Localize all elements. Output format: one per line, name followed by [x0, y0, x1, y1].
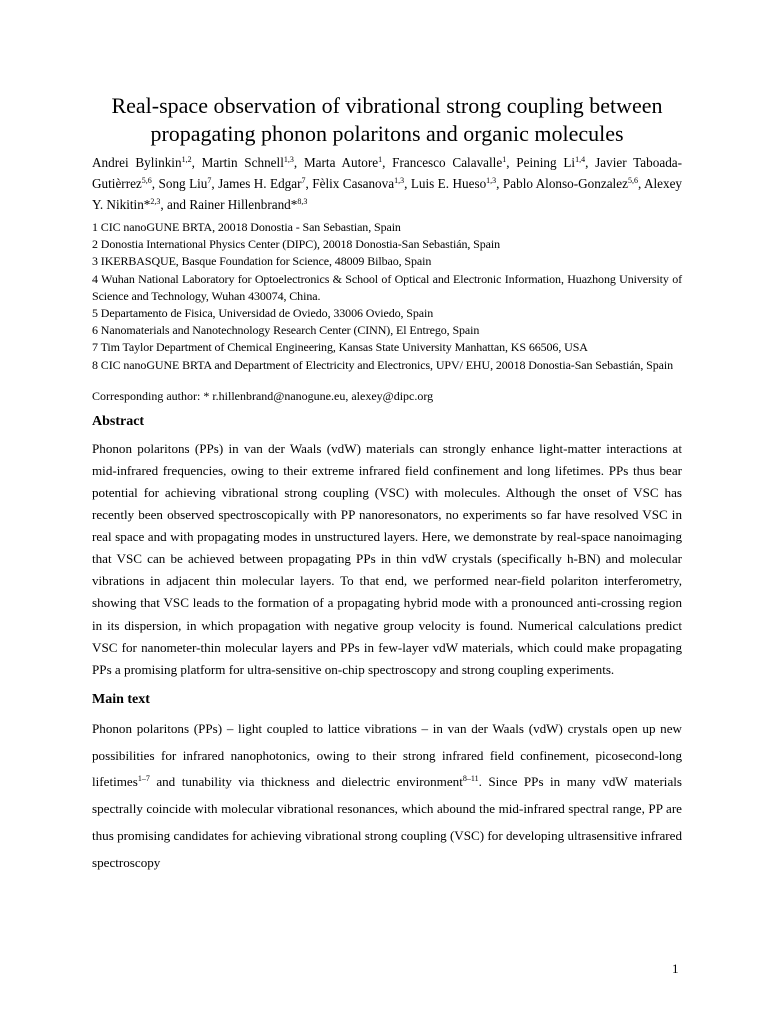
affiliation-item: 4 Wuhan National Laboratory for Optoelectronics & School of Optical and Electronic Information, Huazhong University of Science and Technology, Wuhan 430074, China.: [92, 271, 682, 303]
author-affiliation-marker: 1,3: [283, 155, 294, 164]
affiliation-item: 5 Departamento de Fisica, Universidad de Oviedo, 33006 Oviedo, Spain: [92, 306, 434, 321]
author-affiliation-marker: 1,2: [181, 155, 192, 164]
main-text-heading: Main text: [92, 691, 150, 707]
author-name: Luis E. Hueso: [410, 176, 487, 191]
page-number: 1: [672, 961, 679, 976]
paper-page: [92, 92, 682, 877]
author-name: James H. Edgar: [218, 176, 302, 191]
affiliation-list: [92, 219, 682, 374]
author-affiliation-marker: 7: [301, 176, 306, 185]
author-name: Peining Li: [516, 155, 576, 170]
affiliation-item: 1 CIC nanoGUNE BRTA, 20018 Donostia - San Sebastian, Spain: [92, 220, 401, 234]
author-name: Andrei Bylinkin: [92, 155, 182, 170]
main-text-part: . Since PPs in many vdW materials spectrally coincide with molecular vibrational resonances, which abound the mid-infrared spectral range, PP are thus promising candidates for achieving vibrational strong coupling (VSC) for developing ultrasensitive infrared spectroscopy: [92, 774, 682, 870]
abstract-heading: Abstract: [92, 413, 145, 429]
affiliation-item: 3 IKERBASQUE, Basque Foundation for Science, 48009 Bilbao, Spain: [92, 254, 432, 269]
author-affiliation-marker: 2,3: [150, 197, 161, 206]
author-affiliation-marker: 5,6: [141, 176, 152, 185]
reference-citation: 8–11: [462, 774, 479, 784]
corresponding-author: Corresponding author: * r.hillenbrand@nanogune.eu, alexey@dipc.org: [92, 388, 434, 403]
author-name: Song Liu: [158, 176, 208, 191]
author-name: Alexey Y. Nikitin*: [92, 176, 683, 212]
affiliation-item: 7 Tim Taylor Department of Chemical Engineering, Kansas State University Manhattan, KS 66506, USA: [92, 340, 588, 355]
author-list: Andrei Bylinkin$^{1,2}$, Martin Schnell$^{1,3}$, Marta Autore$^1$, Francesco Calavalle$^1$, Peining Li$^{1,4}$, Javier Taboada-Gutièrrez$^{5,6}$, Song Liu$^7$, James H. Edgar$^7$, Fèlix Casanova$^{1,3}$, Luis E. Hueso$^{1,3}$, Pablo Alonso-Gonzalez$^{5,6}$, Alexey Y. Nikitin*$^{2,3}$, and Rainer Hillenbrand*$^{8,3}$: [92, 155, 683, 212]
author-name: Marta Autore: [303, 155, 379, 170]
author-name: and Rainer Hillenbrand*: [166, 197, 298, 212]
author-name: Fèlix Casanova: [312, 176, 395, 191]
author-affiliation-marker: 1,3: [486, 176, 497, 185]
main-text-part: Phonon polaritons (PPs) – light coupled to lattice vibrations – in van der Waals (vdW) crystals open up new possibilities for infrared nanophotonics, owing to their strong infrared field confinement, picosecond-long lifetimes: [92, 720, 682, 790]
abstract-text: Phonon polaritons (PPs) in van der Waals (vdW) materials can strongly enhance light-matter interactions at mid-infrared frequencies, owing to their extreme infrared field confinement and long lifetimes. PPs thus bear potential for achieving vibrational strong coupling (VSC) with molecules. Although the onset of VSC has recently been observed spectroscopically with PP nanoresonators, no experiments so far have resolved VSC in real space and with propagating modes in unstructured layers. Here, we demonstrate by real-space nanoimaging that VSC can be achieved between propagating PPs in thin vdW crystals (specifically h-BN) and molecular vibrations in adjacent thin molecular layers. To that end, we performed near-field polariton interferometry, showing that VSC leads to the formation of a propagating hybrid mode with a pronounced anti-crossing region in its dispersion, in which propagation with negative group velocity is found. Numerical calculations predict VSC for nanometer-thin molecular layers and PPs in few-layer vdW materials, which could make propagating PPs a promising platform for ultra-sensitive on-chip spectroscopy and strong coupling experiments.: [92, 440, 682, 677]
main-text-paragraph: [92, 716, 682, 877]
author-affiliation-marker: 1,4: [575, 155, 586, 164]
author-name: Pablo Alonso-Gonzalez: [502, 176, 628, 191]
main-text-part: and tunability via thickness and dielectric environment: [149, 774, 463, 790]
reference-citation: 1–7: [137, 774, 150, 784]
author-affiliation-marker: 5,6: [627, 176, 638, 185]
author-name: Martin Schnell: [201, 155, 284, 170]
affiliation-item: 2 Donostia International Physics Center (DIPC), 20018 Donostia-San Sebastián, Spain: [92, 237, 500, 252]
author-name: Francesco Calavalle: [392, 155, 503, 170]
author-affiliation-marker: 7: [207, 176, 212, 185]
affiliation-item: 8 CIC nanoGUNE BRTA and Department of Electricity and Electronics, UPV/ EHU, 20018 Donostia-San Sebastián, Spain: [92, 357, 674, 372]
affiliation-item: 6 Nanomaterials and Nanotechnology Research Center (CINN), El Entrego, Spain: [92, 323, 480, 338]
author-affiliation-marker: 1: [502, 155, 507, 164]
author-affiliation-marker: 1,3: [394, 176, 405, 185]
author-affiliation-marker: 1: [378, 155, 383, 164]
author-affiliation-marker: 8,3: [297, 197, 308, 206]
author-name: Javier Taboada-Gutièrrez: [92, 155, 683, 191]
paper-title: Real-space observation of vibrational strong coupling between propagating phonon polaritons and organic molecules: [111, 93, 663, 146]
